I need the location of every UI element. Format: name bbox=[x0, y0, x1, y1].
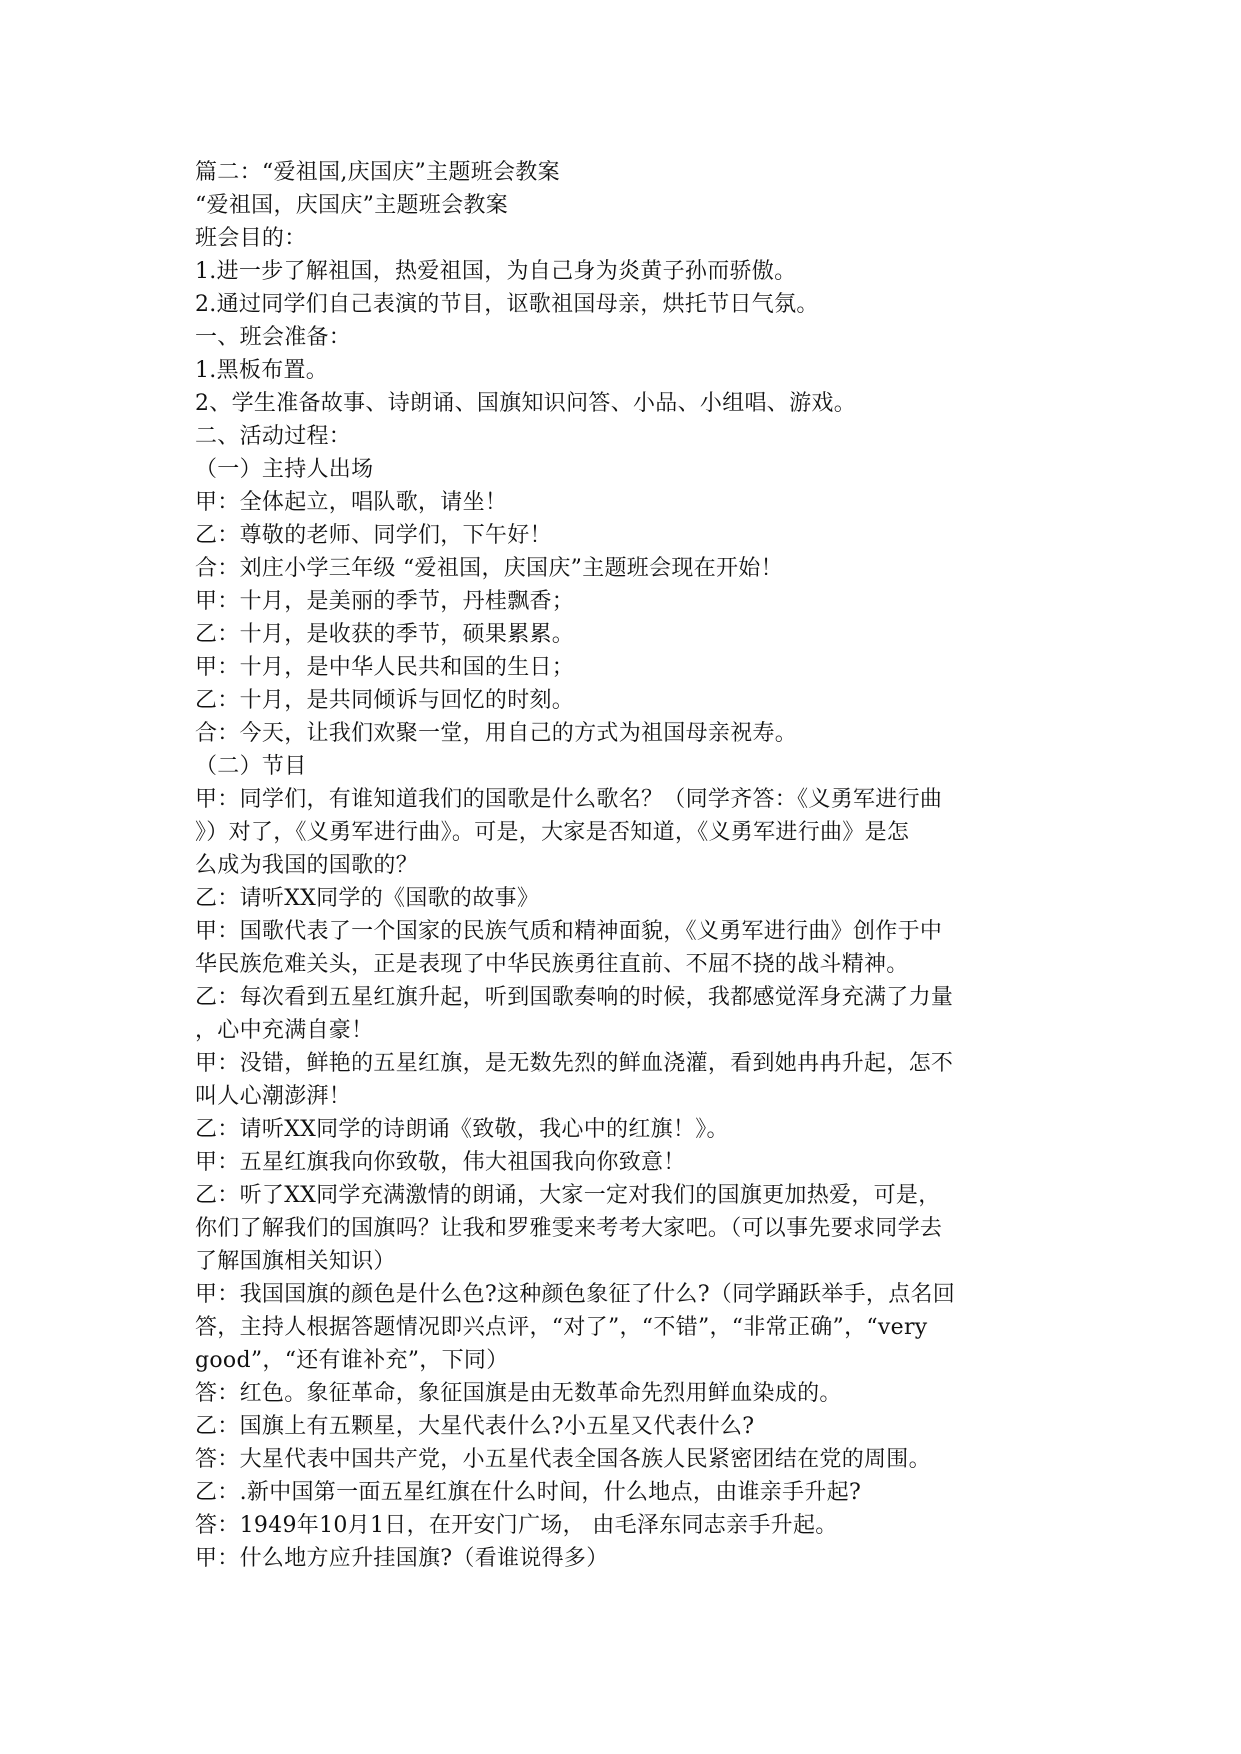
dialogue-line: 么成为我国的国歌的？ bbox=[195, 853, 419, 878]
dialogue-line: 甲：十月，是中华人民共和国的生日； bbox=[195, 655, 575, 680]
subsection-heading: （一）主持人出场 bbox=[195, 457, 374, 482]
preparation-heading: 一、班会准备： bbox=[195, 325, 352, 350]
dialogue-line: 甲：全体起立，唱队歌，请坐！ bbox=[195, 490, 508, 515]
dialogue-line: 叫人心潮澎湃！ bbox=[195, 1084, 352, 1109]
dialogue-line: 乙：每次看到五星红旗升起，听到国歌奏响的时候，我都感觉浑身充满了力量 bbox=[195, 985, 954, 1010]
dialogue-line: 甲：国歌代表了一个国家的民族气质和精神面貌，《义勇军进行曲》创作于中 bbox=[195, 919, 943, 944]
dialogue-line: 甲：同学们，有谁知道我们的国歌是什么歌名？（同学齐答：《义勇军进行曲 bbox=[195, 787, 943, 812]
dialogue-line: 华民族危难关头，正是表现了中华民族勇往直前、不屈不挠的战斗精神。 bbox=[195, 952, 909, 977]
dialogue-line: 》）对了，《义勇军进行曲》。可是，大家是否知道，《义勇军进行曲》是怎 bbox=[195, 820, 910, 845]
dialogue-line: 乙：请听XX同学的诗朗诵《致敬，我心中的红旗！》。 bbox=[195, 1117, 729, 1142]
dialogue-line: 合：刘庄小学三年级 “爱祖国，庆国庆”主题班会现在开始！ bbox=[195, 556, 783, 581]
document-body bbox=[195, 156, 1055, 1575]
dialogue-line: 乙：国旗上有五颗星，大星代表什么?小五星又代表什么? bbox=[195, 1414, 755, 1439]
dialogue-line: 甲：什么地方应升挂国旗?（看谁说得多） bbox=[195, 1546, 609, 1571]
dialogue-line: 乙：听了XX同学充满激情的朗诵，大家一定对我们的国旗更加热爱，可是， bbox=[195, 1183, 941, 1208]
dialogue-line: 甲：五星红旗我向你致敬，伟大祖国我向你致意！ bbox=[195, 1150, 686, 1175]
subsection-heading: （二）节目 bbox=[195, 754, 307, 779]
section-title: 篇二：“爱祖国,庆国庆”主题班会教案 bbox=[195, 160, 560, 185]
preparation-item: 2、学生准备故事、诗朗诵、国旗知识问答、小品、小组唱、游戏。 bbox=[195, 391, 856, 416]
dialogue-line: 甲：我国国旗的颜色是什么色?这种颜色象征了什么?（同学踊跃举手，点名回 bbox=[195, 1282, 956, 1307]
process-heading: 二、活动过程： bbox=[195, 424, 352, 449]
dialogue-line: 乙：.新中国第一面五星红旗在什么时间，什么地点，由谁亲手升起? bbox=[195, 1480, 862, 1505]
objective-heading: 班会目的： bbox=[195, 226, 307, 251]
dialogue-line: 乙：尊敬的老师、同学们，下午好！ bbox=[195, 523, 552, 548]
dialogue-line: 甲：十月，是美丽的季节，丹桂飘香； bbox=[195, 589, 575, 614]
preparation-item: 1.黑板布置。 bbox=[195, 358, 329, 383]
dialogue-line: 乙：十月，是收获的季节，硕果累累。 bbox=[195, 622, 575, 647]
dialogue-line: ，心中充满自豪！ bbox=[195, 1018, 374, 1043]
objective-item: 1.进一步了解祖国，热爱祖国，为自己身为炎黄子孙而骄傲。 bbox=[195, 259, 797, 284]
dialogue-line: good”，“还有谁补充”，下同） bbox=[195, 1348, 509, 1373]
answer-line: 答：大星代表中国共产党，小五星代表全国各族人民紧密团结在党的周围。 bbox=[195, 1447, 931, 1472]
dialogue-line: 答，主持人根据答题情况即兴点评，“对了”，“不错”，“非常正确”，“very bbox=[195, 1315, 928, 1340]
answer-line: 答：1949年10月1日，在开安门广场， 由毛泽东同志亲手升起。 bbox=[195, 1513, 838, 1538]
dialogue-line: 甲：没错，鲜艳的五星红旗，是无数先烈的鲜血浇灌，看到她冉冉升起，怎不 bbox=[195, 1051, 954, 1076]
answer-line: 答：红色。象征革命，象征国旗是由无数革命先烈用鲜血染成的。 bbox=[195, 1381, 842, 1406]
dialogue-line: 乙：请听XX同学的《国歌的故事》 bbox=[195, 886, 540, 911]
dialogue-line: 你们了解我们的国旗吗？让我和罗雅雯来考考大家吧。（可以事先要求同学去 bbox=[195, 1216, 943, 1241]
objective-item: 2.通过同学们自己表演的节目，讴歌祖国母亲，烘托节日气氛。 bbox=[195, 292, 819, 317]
dialogue-line: 了解国旗相关知识） bbox=[195, 1249, 396, 1274]
dialogue-line: 乙：十月，是共同倾诉与回忆的时刻。 bbox=[195, 688, 575, 713]
lesson-title: “爱祖国，庆国庆”主题班会教案 bbox=[195, 193, 508, 218]
dialogue-line: 合：今天，让我们欢聚一堂，用自己的方式为祖国母亲祝寿。 bbox=[195, 721, 798, 746]
